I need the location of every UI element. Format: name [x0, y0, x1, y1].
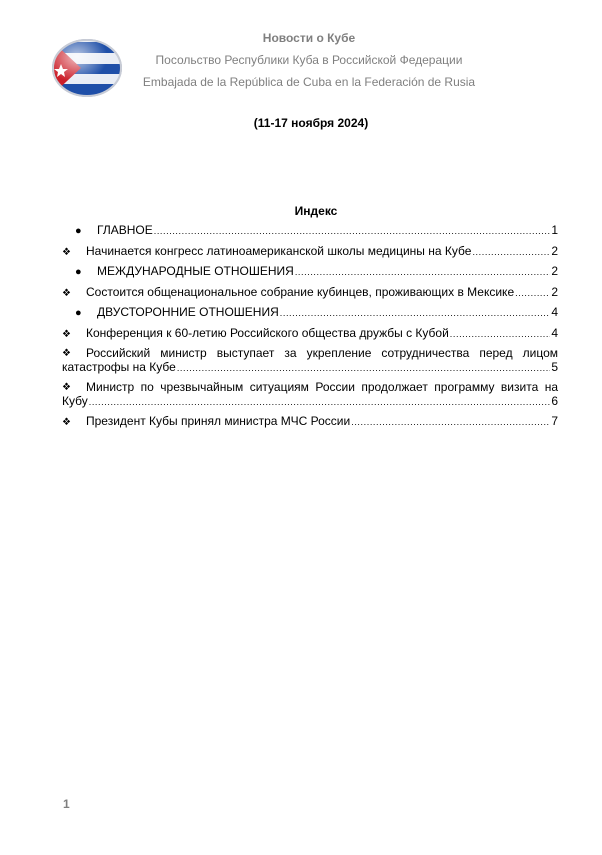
toc-entry[interactable]	[62, 381, 558, 409]
toc-entry-page: 2	[551, 284, 558, 299]
toc-entry-title: Президент Кубы принял министра МЧС России	[86, 414, 351, 428]
toc-entry-title-line1: Министр по чрезвычайным ситуациям России продолжает программу визита на	[86, 380, 558, 394]
diamond-bullet-icon: ❖	[62, 287, 71, 299]
diamond-bullet-icon: ❖	[62, 382, 71, 393]
dot-leader	[154, 225, 551, 239]
toc-entry[interactable]	[62, 224, 558, 239]
bullet-icon: ●	[75, 266, 82, 278]
page-number: 1	[63, 797, 70, 811]
toc-entry[interactable]	[62, 327, 558, 342]
toc-entry[interactable]	[62, 245, 558, 260]
dot-leader	[177, 362, 551, 376]
header-embassy-ru: Посольство Республики Куба в Российской Федерации	[155, 53, 463, 67]
toc-entry-title-line2: катастрофы на Кубе	[62, 359, 176, 374]
dot-leader	[450, 328, 551, 342]
diamond-bullet-icon: ❖	[62, 348, 71, 359]
dot-leader	[515, 287, 550, 301]
header-embassy-es: Embajada de la República de Cuba en la Federación de Rusia	[142, 75, 476, 89]
diamond-bullet-icon: ❖	[62, 246, 71, 258]
toc-entry-page: 6	[551, 393, 558, 408]
dot-leader	[280, 307, 551, 321]
dot-leader	[89, 396, 551, 410]
toc-entry[interactable]	[62, 265, 558, 280]
toc-entry-title: ДВУСТОРОННИЕ ОТНОШЕНИЯ	[97, 305, 279, 319]
diamond-bullet-icon: ❖	[62, 417, 71, 428]
toc-entry-page: 2	[551, 264, 558, 278]
toc-entry-page: 5	[551, 359, 558, 374]
bullet-icon: ●	[75, 307, 82, 319]
toc-entry-page: 4	[551, 325, 558, 340]
toc-entry-page: 4	[551, 305, 558, 319]
toc-entry[interactable]	[62, 347, 558, 375]
diamond-bullet-icon: ❖	[62, 328, 71, 340]
toc-entry-title: ГЛАВНОЕ	[97, 223, 153, 237]
toc-entry-title: Состоится общенациональное собрание кубинцев, проживающих в Мексике	[86, 284, 515, 299]
toc-entry[interactable]	[62, 306, 558, 321]
toc-entry-title-line1: Российский министр выступает за укрепление сотрудничества перед лицом	[86, 346, 558, 360]
table-of-contents	[62, 224, 558, 436]
header-title: Новости о Кубе	[262, 31, 356, 45]
dot-leader	[472, 246, 550, 260]
toc-entry-page: 7	[551, 414, 558, 428]
toc-entry-page: 1	[551, 223, 558, 237]
toc-entry-title: Конференция к 60-летию Российского общества дружбы с Кубой	[86, 325, 449, 340]
toc-entry-title-line2: Кубу	[62, 393, 88, 408]
toc-entry-title: МЕЖДУНАРОДНЫЕ ОТНОШЕНИЯ	[97, 264, 294, 278]
toc-entry-title: Начинается конгресс латиноамериканской школы медицины на Кубе	[86, 243, 472, 258]
toc-entry[interactable]	[62, 286, 558, 301]
bullet-icon: ●	[75, 225, 82, 237]
dot-leader	[351, 416, 550, 430]
toc-heading: Индекс	[294, 204, 338, 218]
toc-entry-page: 2	[551, 243, 558, 258]
dot-leader	[295, 266, 550, 280]
toc-entry[interactable]	[62, 415, 558, 430]
document-header	[0, 30, 602, 90]
date-range: (11-17 ноября 2024)	[253, 116, 369, 130]
